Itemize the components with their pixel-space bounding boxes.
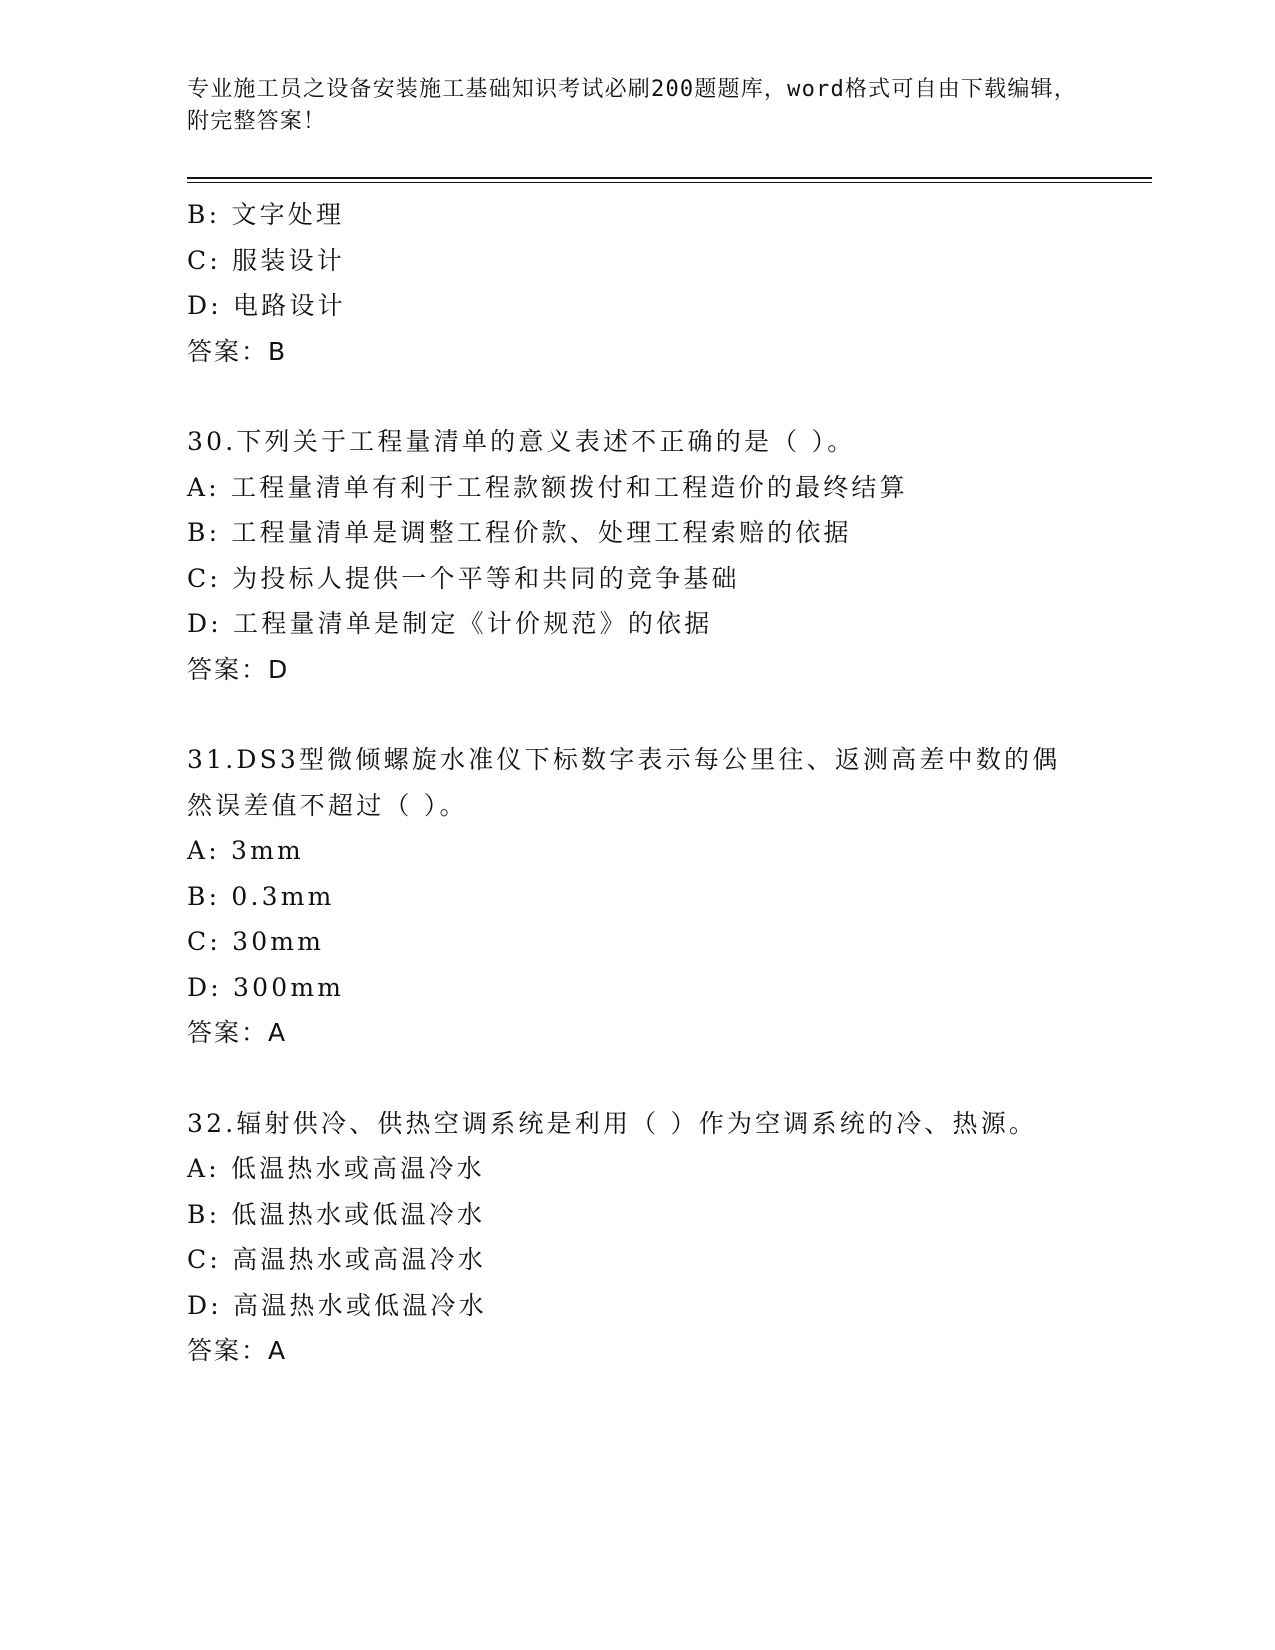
option-c: C: 高温热水或高温冷水 [187, 1245, 486, 1274]
answer-line: 答案：A [187, 1018, 288, 1047]
question-block-29-partial [187, 192, 1087, 374]
question-text: 31.DS3型微倾螺旋水准仪下标数字表示每公里往、返测高差中数的偶然误差值不超过（ ）。 [187, 745, 1061, 820]
answer-line: 答案：B [187, 336, 288, 366]
header-rule-thick [187, 177, 1152, 179]
answer-line: 答案：D [187, 654, 290, 684]
question-text: 32.辐射供冷、供热空调系统是利用（ ）作为空调系统的冷、热源。 [187, 1108, 1038, 1138]
question-list [187, 192, 1087, 1419]
option-a: A: 3mm [187, 836, 304, 865]
option-d: D: 电路设计 [187, 291, 346, 320]
option-d: D: 300mm [187, 972, 345, 1002]
question-text: 30.下列关于工程量清单的意义表述不正确的是（ ）。 [187, 427, 856, 456]
option-c: C: 为投标人提供一个平等和共同的竞争基础 [187, 563, 740, 593]
document-header: 专业施工员之设备安装施工基础知识考试必刷200题题库，word格式可自由下载编辑，附完整答案！ [187, 77, 1077, 134]
question-block-32 [187, 1101, 1087, 1374]
option-b: B: 0.3mm [187, 881, 335, 911]
question-block-30 [187, 419, 1087, 692]
question-block-31 [187, 737, 1087, 1056]
option-a: A: 低温热水或高温冷水 [187, 1154, 485, 1183]
option-c: C: 30mm [187, 927, 325, 956]
header-rule-thin [187, 182, 1152, 183]
option-c: C: 服装设计 [187, 245, 345, 275]
option-b: B: 低温热水或低温冷水 [187, 1199, 486, 1229]
option-b: B: 文字处理 [187, 200, 345, 229]
option-d: D: 工程量清单是制定《计价规范》的依据 [187, 609, 713, 638]
option-a: A: 工程量清单有利于工程款额拨付和工程造价的最终结算 [187, 472, 908, 502]
option-d: D: 高温热水或低温冷水 [187, 1290, 487, 1320]
answer-line: 答案：A [187, 1336, 288, 1365]
option-b: B: 工程量清单是调整工程价款、处理工程索赔的依据 [187, 518, 852, 547]
